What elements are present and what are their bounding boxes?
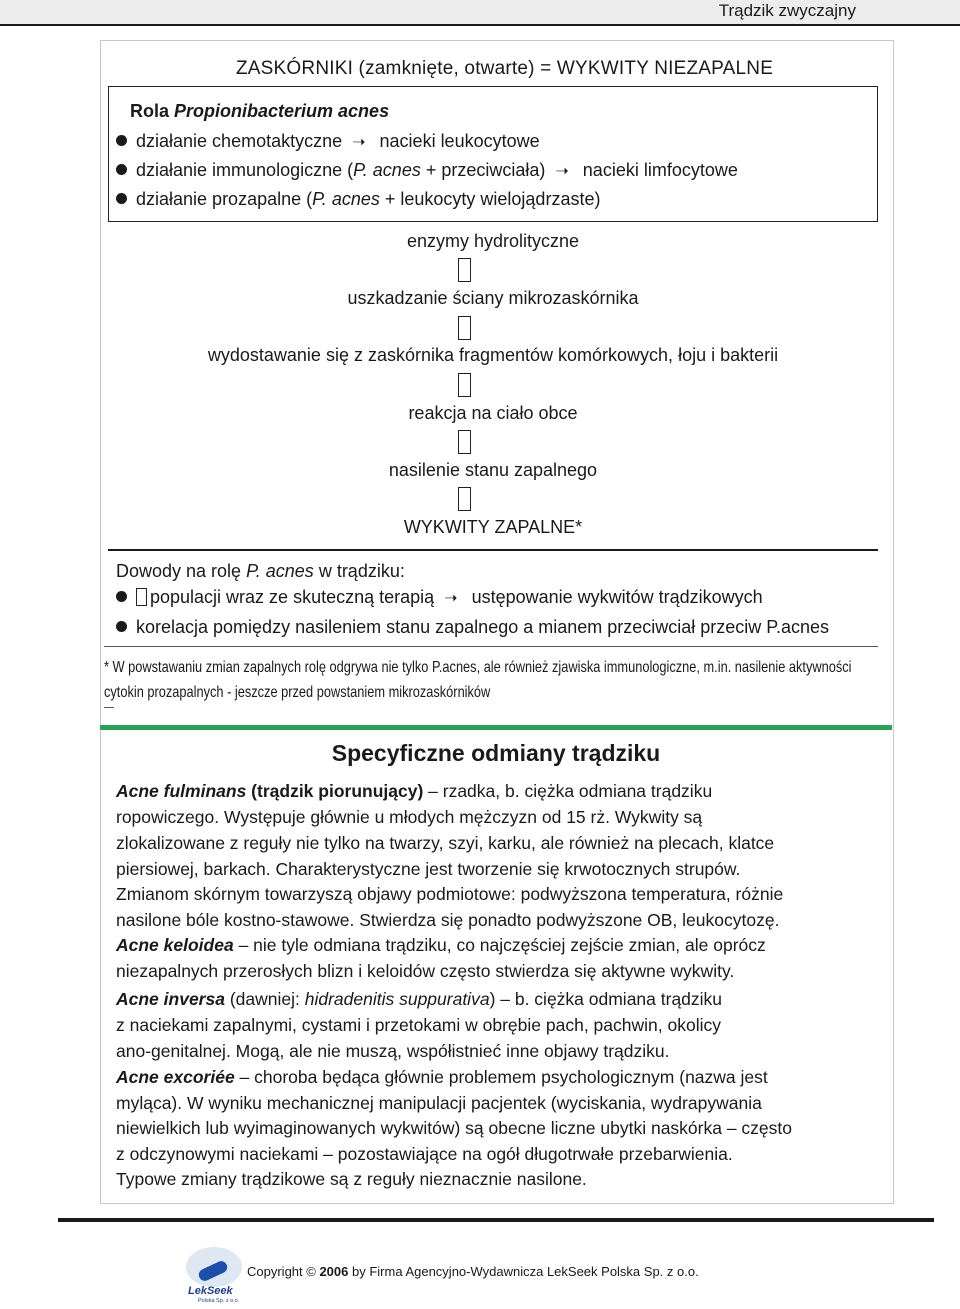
fulminans-line-6: nasilone bóle kostno-stawowe. Stwierdza się ponadto podwyższone OB, leukocytozę. <box>116 910 780 930</box>
bullet-icon <box>116 591 127 602</box>
bullet-icon <box>116 193 127 204</box>
flow-arrow-icon <box>458 430 471 454</box>
bullet-chemotactic: działanie chemotaktyczne ➝ nacieki leukocytowe <box>116 131 540 152</box>
fulminans-line-2: ropowiczego. Występuje głównie u młodych mężczyzn od 15 rż. Wykwity są <box>116 807 703 827</box>
keloidea-line-2: niezapalnych przerosłych blizn i keloidów często stwierdza się aktywne wykwity. <box>116 961 735 981</box>
excoriee-line-2: myląca). W wyniku mechanicznej manipulacji pacjentek (wyciskania, wydrapywania <box>116 1093 762 1113</box>
fulminans-line-3: zlokalizowane z reguły nie tylko na twarzy, szyi, karku, ale również na plecach, klatce <box>116 833 775 853</box>
bullet-immunologic: działanie immunologiczne (P. acnes + przeciwciała) ➝ nacieki limfocytowe <box>116 160 738 181</box>
excoriee-line-4: z odczynowymi naciekami – pozostawiające na ogół długotrwałe przebarwienia. <box>116 1144 733 1164</box>
flow-arrow-icon <box>458 316 471 340</box>
evidence-item-1: populacji wraz ze skuteczną terapią ➝ ustępowanie wykwitów trądzikowych <box>116 587 763 608</box>
excoriee-line-5: Typowe zmiany trądzikowe są z reguły nieznacznie nasilone. <box>116 1169 587 1189</box>
divider <box>104 707 114 708</box>
footer-rule <box>58 1218 934 1222</box>
flow-step-1: enzymy hydrolityczne <box>406 231 580 251</box>
flow-step-2: uszkadzanie ściany mikrozaskórnika <box>347 288 639 308</box>
fulminans-line-1: Acne fulminans (trądzik piorunujący) – rzadka, b. ciężka odmiana trądziku <box>116 781 713 801</box>
flow-arrow-icon <box>458 258 471 282</box>
copyright-text: Copyright © 2006 by Firma Agencyjno-Wydawnicza LekSeek Polska Sp. z o.o. <box>247 1264 699 1279</box>
fulminans-line-5: Zmianom skórnym towarzyszą objawy podmiotowe: podwyższona temperatura, różnie <box>116 884 784 904</box>
publisher-logo: LekSeek Polska Sp. z o.o. <box>186 1247 242 1305</box>
bullet-icon <box>116 135 127 146</box>
arrow-right-icon: ➝ <box>444 590 458 607</box>
footnote-line-1: * W powstawaniu zmian zapalnych rolę odgrywa nie tylko P.acnes, ale również zjawiska immunologiczne, m.in. nasilenie aktywności <box>104 659 852 676</box>
section-accent-bar <box>100 725 892 730</box>
flow-arrow-icon <box>458 373 471 397</box>
fulminans-line-4: piersiowej, barkach. Charakterystyczne jest tworzenie się krwotocznych strupów. <box>116 859 741 879</box>
divider <box>104 646 878 647</box>
flow-step-4: reakcja na ciało obce <box>408 403 578 423</box>
section-heading-comedones: ZASKÓRNIKI (zamknięte, otwarte) = WYKWITY NIEZAPALNE <box>236 58 774 79</box>
footnote-line-2: cytokin prozapalnych - jeszcze przed powstaniem mikrozaskórników <box>104 684 491 701</box>
flow-step-5: nasilenie stanu zapalnego <box>388 460 598 480</box>
arrow-down-icon <box>136 588 147 606</box>
evidence-title: Dowody na rolę P. acnes w trądziku: <box>116 561 405 581</box>
bullet-proinflammatory: działanie prozapalne (P. acnes + leukocyty wielojądrzaste) <box>116 189 600 210</box>
excoriee-line-1: Acne excoriée – choroba będąca głównie problemem psychologicznym (nazwa jest <box>116 1067 768 1087</box>
flow-step-3: wydostawanie się z zaskórnika fragmentów komórkowych, łoju i bakterii <box>207 345 779 365</box>
bullet-icon <box>116 164 127 175</box>
arrow-right-icon: ➝ <box>352 134 366 151</box>
page-header-title: Trądzik zwyczajny <box>718 1 856 20</box>
flow-step-6: WYKWITY ZAPALNE* <box>403 517 583 537</box>
keloidea-line-1: Acne keloidea – nie tyle odmiana trądziku, co najczęściej zejście zmian, ale oprócz <box>116 935 766 955</box>
evidence-item-2: korelacja pomiędzy nasileniem stanu zapalnego a mianem przeciwciał przeciw P.acnes <box>116 617 829 638</box>
header-rule <box>0 24 960 26</box>
arrow-right-icon: ➝ <box>555 163 569 180</box>
role-title: Rola Propionibacterium acnes <box>130 101 390 121</box>
section-heading-variants: Specyficzne odmiany trądziku <box>331 740 661 766</box>
flow-arrow-icon <box>458 487 471 511</box>
inversa-line-2: z naciekami zapalnymi, cystami i przetokami w obrębie pach, pachwin, okolicy <box>116 1015 721 1035</box>
bullet-icon <box>116 621 127 632</box>
excoriee-line-3: niewielkich lub wyimaginowanych wykwitów) są obecne liczne ubytki naskórka – często <box>116 1118 792 1138</box>
inversa-line-1: Acne inversa (dawniej: hidradenitis suppurativa) – b. ciężka odmiana trądziku <box>116 989 723 1009</box>
divider <box>108 549 878 551</box>
inversa-line-3: ano-genitalnej. Mogą, ale nie muszą, współistnieć inne objawy trądziku. <box>116 1041 670 1061</box>
